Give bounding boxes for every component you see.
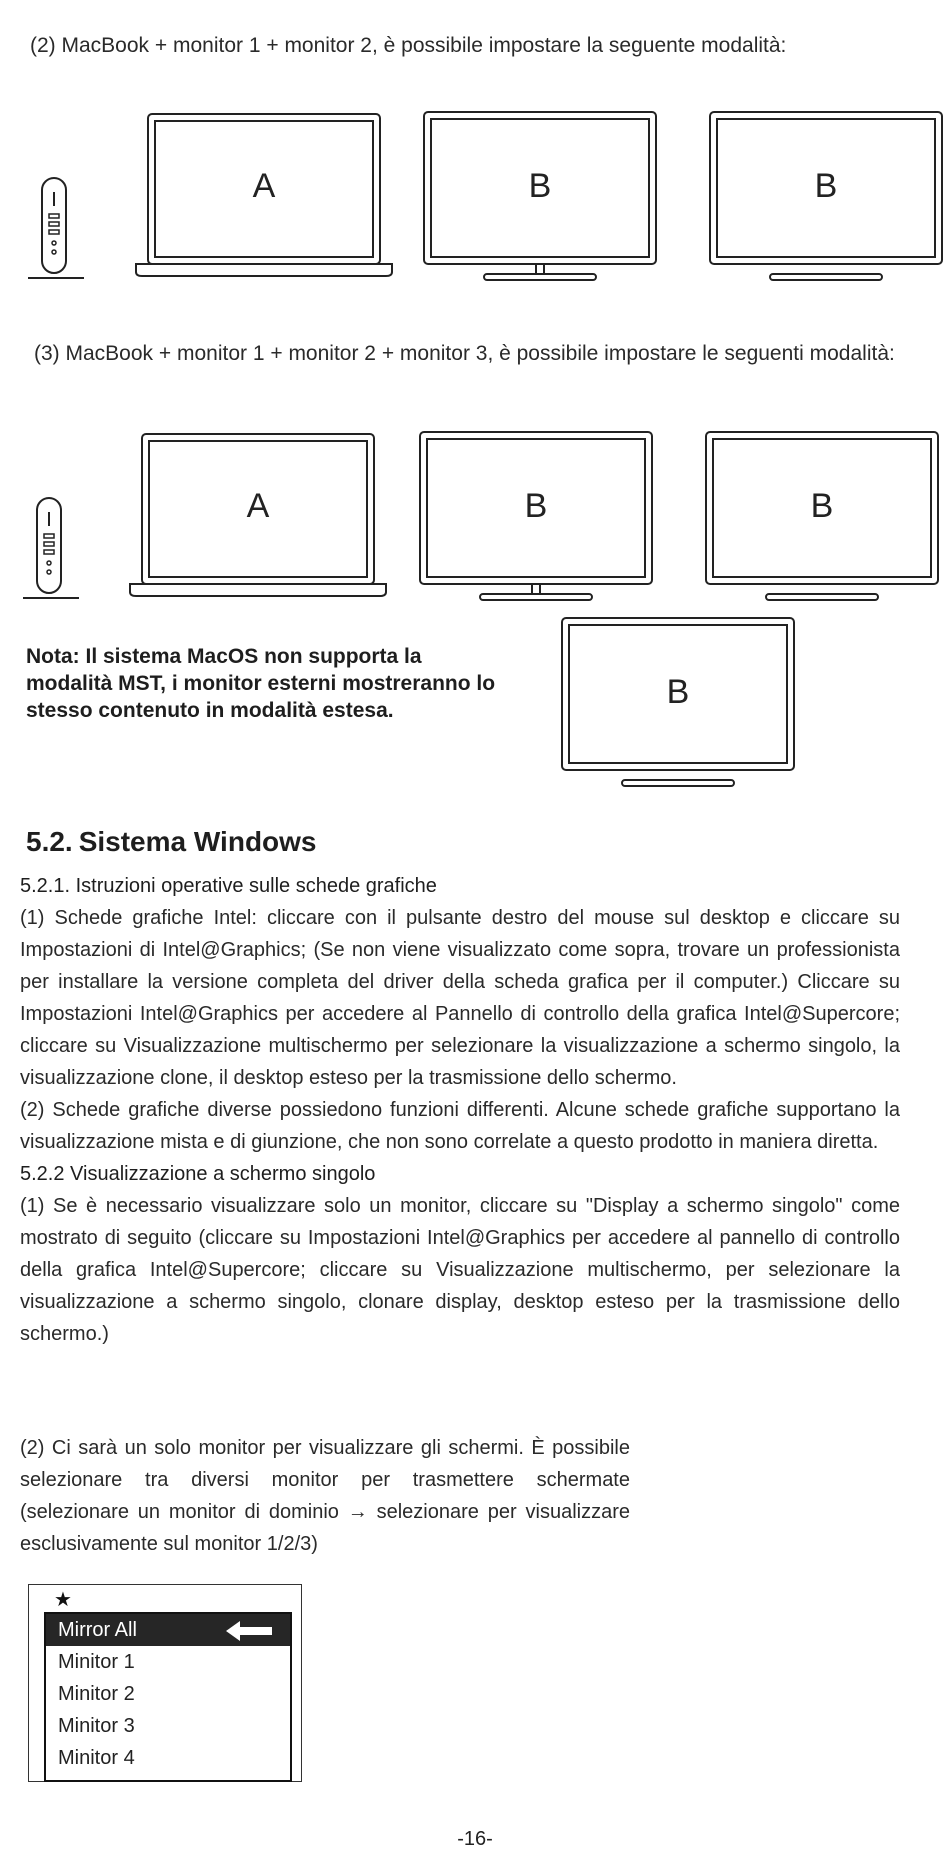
monitor-2-label: B xyxy=(810,487,834,525)
subsection-521-title: 5.2.1. Istruzioni operative sulle schede grafiche xyxy=(20,875,437,897)
display-menu-list xyxy=(44,1612,292,1782)
laptop-label: A xyxy=(252,167,276,205)
menu-item-monitor-4[interactable]: Minitor 4 xyxy=(58,1747,135,1769)
menu-item-monitor-1[interactable]: Minitor 1 xyxy=(58,1651,135,1673)
monitor-1-label: B xyxy=(528,167,552,205)
monitor-3-label: B xyxy=(666,673,690,711)
section-heading xyxy=(26,826,317,858)
laptop-label: A xyxy=(246,487,270,525)
section2-figure xyxy=(0,420,950,810)
heading-number: 5.2. xyxy=(26,826,73,857)
hub-device-icon xyxy=(28,178,84,278)
heading-title: Sistema Windows xyxy=(78,826,317,857)
windows-body xyxy=(20,870,900,1350)
section2-intro: (3) MacBook + monitor 1 + monitor 2 + monitor 3, è possibile impostare le seguenti modalità: xyxy=(34,342,895,365)
subsection-522-title: 5.2.2 Visualizzazione a schermo singolo xyxy=(20,1163,376,1185)
section1-figure xyxy=(0,100,950,290)
left-arrow-icon xyxy=(226,1621,272,1641)
section1-intro: (2) MacBook + monitor 1 + monitor 2, è possibile impostare la seguente modalità: xyxy=(30,34,787,57)
macos-note: Nota: Il sistema MacOS non supporta la modalità MST, i monitor esterni mostreranno lo stesso contenuto in modalità estesa. xyxy=(26,645,496,722)
monitor-2-label: B xyxy=(814,167,838,205)
paragraph-single-monitor-text: (2) Ci sarà un solo monitor per visualizzare gli schermi. È possibile selezionare tra diversi monitor per trasmettere schermate (selezionare un monitor di dominio → selezionare per visualizzare esclusivamente sul monitor 1/2/3) xyxy=(20,1437,630,1555)
page-number: -16- xyxy=(457,1828,493,1850)
paragraph-single-monitor xyxy=(20,1432,630,1560)
hub-device-icon xyxy=(23,498,79,598)
menu-item-mirror-all[interactable] xyxy=(46,1614,290,1646)
paragraph-graphic-cards: (2) Schede grafiche diverse possiedono funzioni differenti. Alcune schede grafiche supportano la visualizzazione mista e di giunzione, che non sono correlate a questo prodotto in maniera diretta. xyxy=(20,1099,900,1153)
monitor-1-label: B xyxy=(524,487,548,525)
menu-item-label: Mirror All xyxy=(58,1619,137,1641)
paragraph-intel-graphics: (1) Schede grafiche Intel: cliccare con il pulsante destro del mouse sul desktop e cliccare su Impostazioni di Intel@Graphics; (Se non viene visualizzato come sopra, trovare un professionista per installare la versione completa del driver della scheda grafica per il computer.) Cliccare su Impostazioni Intel@Graphics per accedere al Pannello di controllo della grafica Intel@Supercore; cliccare su Visualizzazione multischermo per selezionare la visualizzazione a schermo singolo, la visualizzazione clone, il desktop esteso per la trasmissione dello schermo. xyxy=(20,907,900,1089)
star-icon: ★ xyxy=(54,1589,72,1611)
menu-item-monitor-3[interactable]: Minitor 3 xyxy=(58,1715,135,1737)
paragraph-single-display: (1) Se è necessario visualizzare solo un monitor, cliccare su "Display a schermo singolo" come mostrato di seguito (cliccare su Impostazioni Intel@Graphics per accedere al pannello di controllo della grafica Intel@Supercore; cliccare su Visualizzazione multischermo, per selezionare la visualizzazione a schermo singolo, clonare display, desktop esteso per la trasmissione dello schermo.) xyxy=(20,1195,900,1345)
menu-item-monitor-2[interactable]: Minitor 2 xyxy=(58,1683,135,1705)
